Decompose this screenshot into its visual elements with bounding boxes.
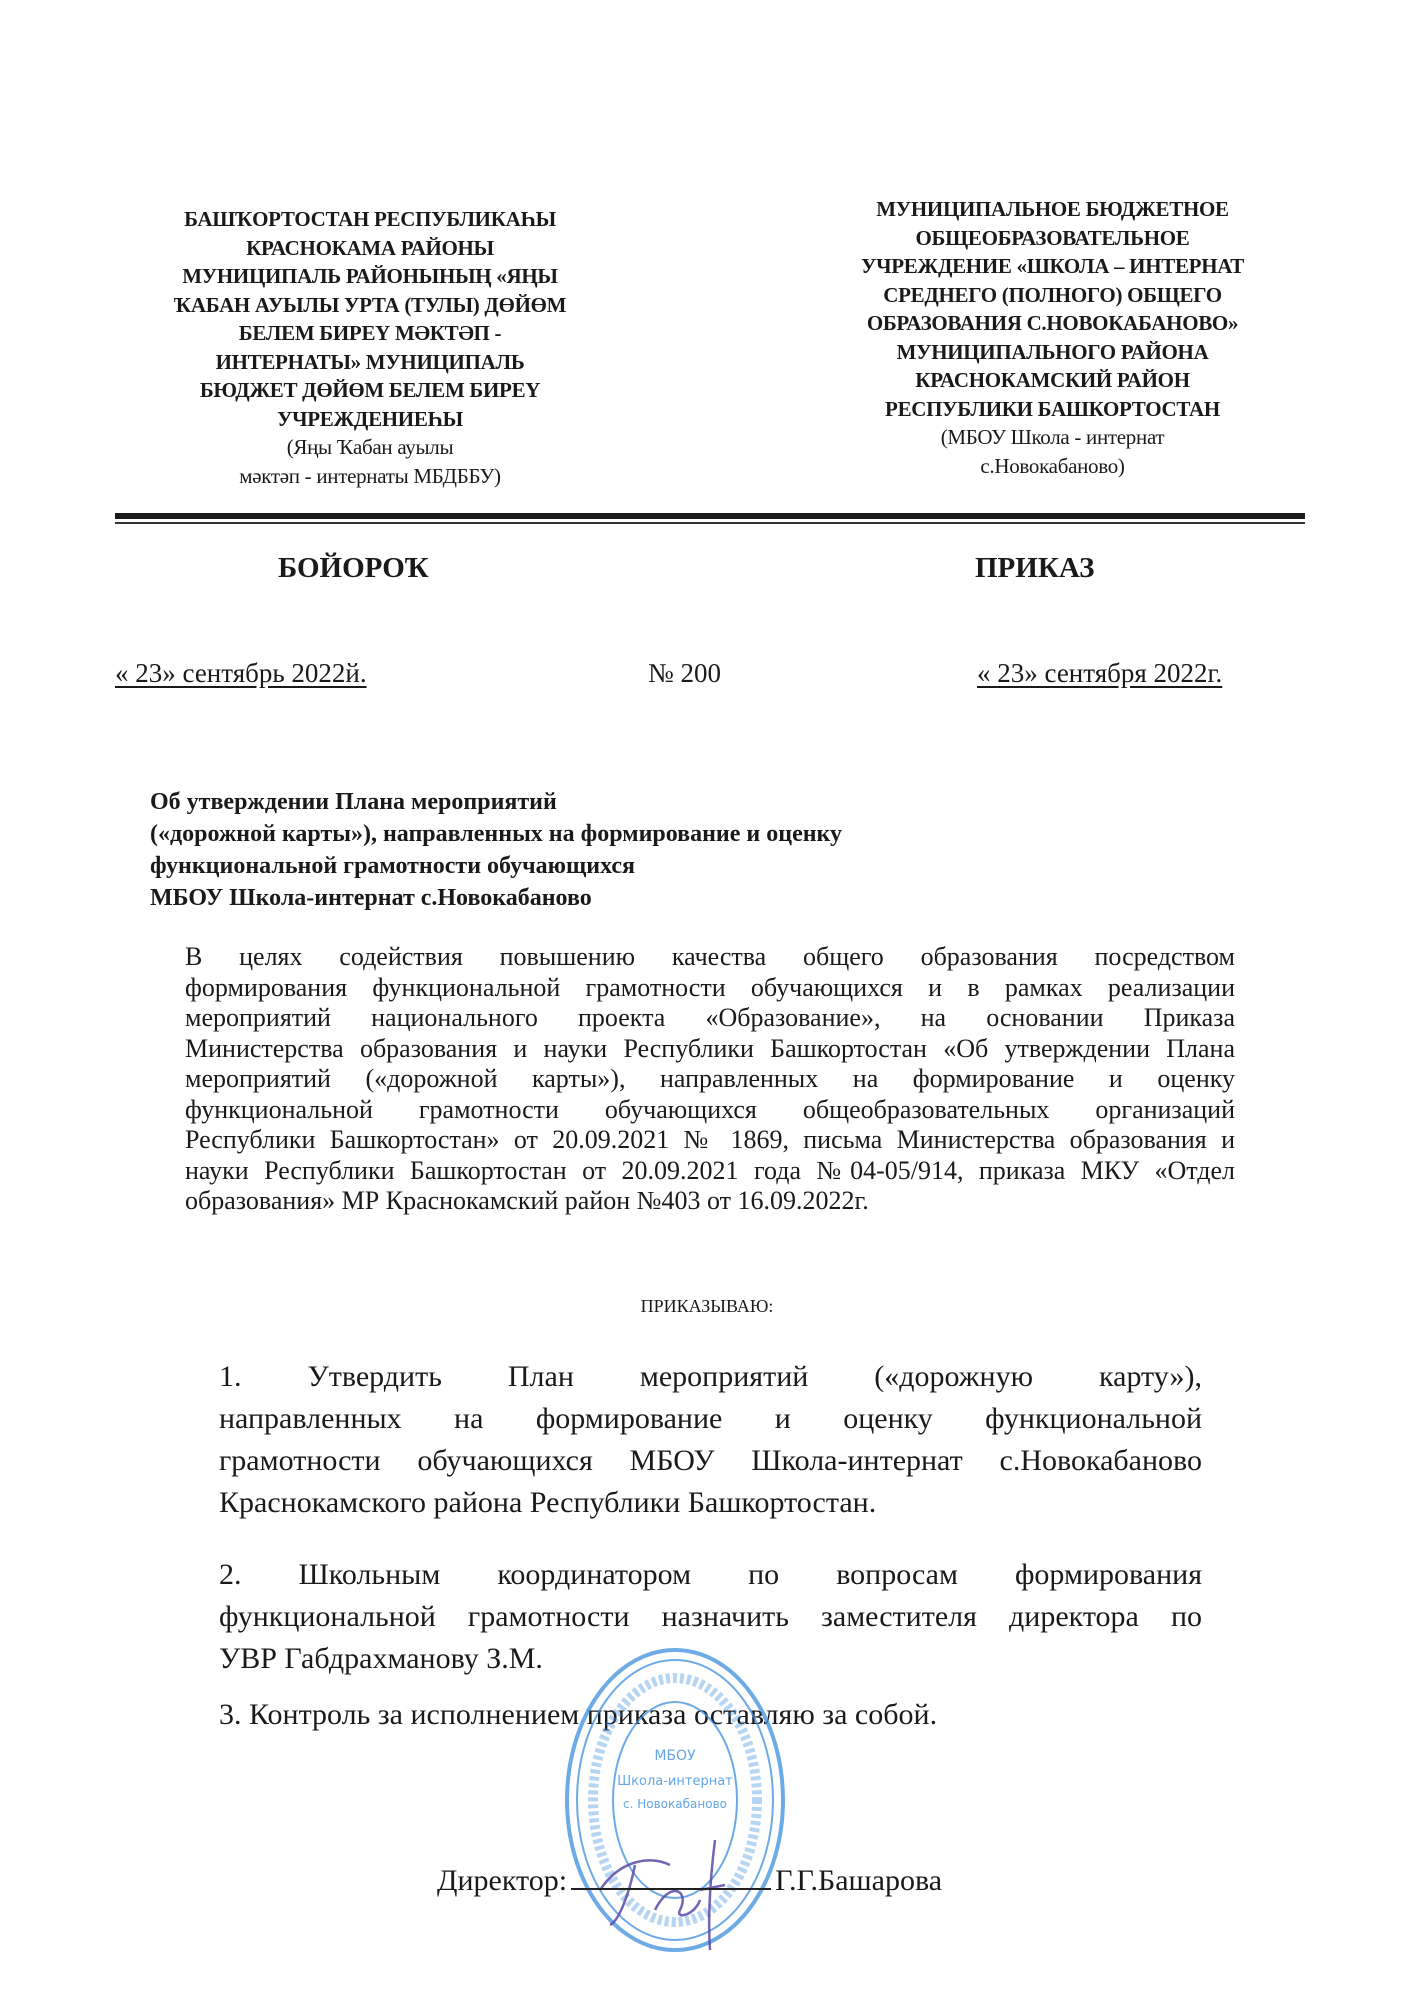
header-line: МУНИЦИПАЛЬНОЕ БЮДЖЕТНОЕ xyxy=(876,197,1229,221)
header-line: БЕЛЕМ БИРЕҮ МӘКТӘП - xyxy=(238,321,502,345)
header-line: ОБЩЕОБРАЗОВАТЕЛЬНОЕ xyxy=(915,225,1190,250)
item-line: 3. Контроль за исполнением приказа оставляю за собой. xyxy=(219,1698,938,1731)
header-subline: (МБОУ Школа - интернат xyxy=(940,425,1165,449)
item-line: 2. Школьным координатором по вопросам формирования xyxy=(219,1558,1202,1591)
header-subline: (Яңы Ҡабан ауылы xyxy=(286,435,454,459)
header-divider-thin xyxy=(115,522,1305,524)
item-line: 1. Утвердить План мероприятий («дорожную карту»), xyxy=(219,1360,1202,1393)
stamp-text-1: МБОУ xyxy=(654,1748,696,1764)
body-line: мероприятий национального проекта «Образование», на основании Приказа xyxy=(185,1003,1235,1032)
item-line: УВР Габдрахманову З.М. xyxy=(219,1642,543,1675)
header-line: СРЕДНЕГО (ПОЛНОГО) ОБЩЕГО xyxy=(883,282,1222,307)
body-line: формирования функциональной грамотности обучающихся и в рамках реализации xyxy=(185,972,1235,1002)
item-line: грамотности обучающихся МБОУ Школа-интернат с.Новокабаново xyxy=(219,1444,1202,1477)
header-divider xyxy=(115,513,1305,519)
official-stamp xyxy=(560,1640,790,1960)
header-line: ҠАБАН АУЫЛЫ УРТА (ТУЛЫ) ДӨЙӨМ xyxy=(173,292,567,317)
body-line: В целях содействия повышению качества общего образования посредством xyxy=(185,942,1235,971)
order-number: № 200 xyxy=(648,658,722,688)
title-line: («дорожной карты»), направленных на формирование и оценку xyxy=(150,821,843,847)
header-line: ОБРАЗОВАНИЯ С.НОВОКАБАНОВО» xyxy=(866,311,1239,335)
item-line: направленных на формирование и оценку функциональной xyxy=(219,1402,1202,1435)
body-line: Республики Башкортостан» от 20.09.2021 № 1869, письма Министерства образования и xyxy=(185,1125,1235,1154)
title-line: функциональной грамотности обучающихся xyxy=(150,853,636,879)
header-line: УЧРЕЖДЕНИЕ «ШКОЛА – ИНТЕРНАТ xyxy=(861,254,1244,278)
date-russian xyxy=(977,658,1222,689)
title-line: Об утверждении Плана мероприятий xyxy=(150,789,557,815)
signature-block xyxy=(437,1862,942,1898)
header-line: ИНТЕРНАТЫ» МУНИЦИПАЛЬ xyxy=(215,349,525,374)
doc-type-russian: ПРИКАЗ xyxy=(975,552,1095,584)
body-line: образования» МР Краснокамский район №403 от 16.09.2022г. xyxy=(185,1186,869,1215)
preamble-paragraph xyxy=(185,942,1235,1217)
header-line: УЧРЕЖДЕНИЕҺЫ xyxy=(277,406,463,431)
header-line: РЕСПУБЛИКИ БАШКОРТОСТАН xyxy=(885,396,1220,421)
stamp-text-3: с. Новокабаново xyxy=(623,1797,727,1811)
header-line: КРАСНОКАМСКИЙ РАЙОН xyxy=(915,368,1190,392)
signature-line xyxy=(571,1862,771,1890)
signature-role: Директор: xyxy=(437,1864,568,1897)
header-subline: с.Новокабаново) xyxy=(980,453,1125,478)
order-title xyxy=(150,786,842,914)
header-line: МУНИЦИПАЛЬ РАЙОНЫНЫҢ «ЯҢЫ xyxy=(182,264,558,288)
header-line: КРАСНОКАМА РАЙОНЫ xyxy=(246,235,494,260)
order-word: ПРИКАЗЫВАЮ: xyxy=(640,1296,774,1316)
body-line: функциональной грамотности обучающихся общеобразовательных организаций xyxy=(185,1094,1235,1124)
body-line: мероприятий («дорожной карты»), направленных на формирование и оценку xyxy=(185,1064,1235,1093)
header-line: БАШҠОРТОСТАН РЕСПУБЛИКАҺЫ xyxy=(184,207,556,231)
body-line: науки Республики Башкортостан от 20.09.2021 года №04-05/914, приказа МКУ «Отдел xyxy=(185,1155,1235,1185)
header-subline: мәктәп - интернаты МБДББУ) xyxy=(239,463,501,488)
signature-name: Г.Г.Башарова xyxy=(775,1864,943,1897)
date-bashkir: « 23» сентябрь 2022й. xyxy=(115,658,367,688)
doc-type-bashkir: БОЙОРОҠ xyxy=(278,552,429,584)
header-line: МУНИЦИПАЛЬНОГО РАЙОНА xyxy=(896,339,1209,364)
order-item-1 xyxy=(219,1356,1202,1524)
item-line: функциональной грамотности назначить заместителя директора по xyxy=(219,1600,1202,1633)
body-line: Министерства образования и науки Республики Башкортостан «Об утверждении Плана xyxy=(185,1033,1235,1063)
date-russian-text: « 23» сентября 2022г. xyxy=(977,658,1223,688)
header-line: БЮДЖЕТ ДӨЙӨМ БЕЛЕМ БИРЕҮ xyxy=(199,378,541,402)
header-russian xyxy=(800,195,1305,480)
item-line: Краснокамского района Республики Башкортостан. xyxy=(219,1486,877,1519)
header-bashkir xyxy=(130,205,610,490)
stamp-text-2: Школа-интернат xyxy=(617,1774,733,1789)
title-line: МБОУ Школа-интернат с.Новокабаново xyxy=(150,885,592,911)
